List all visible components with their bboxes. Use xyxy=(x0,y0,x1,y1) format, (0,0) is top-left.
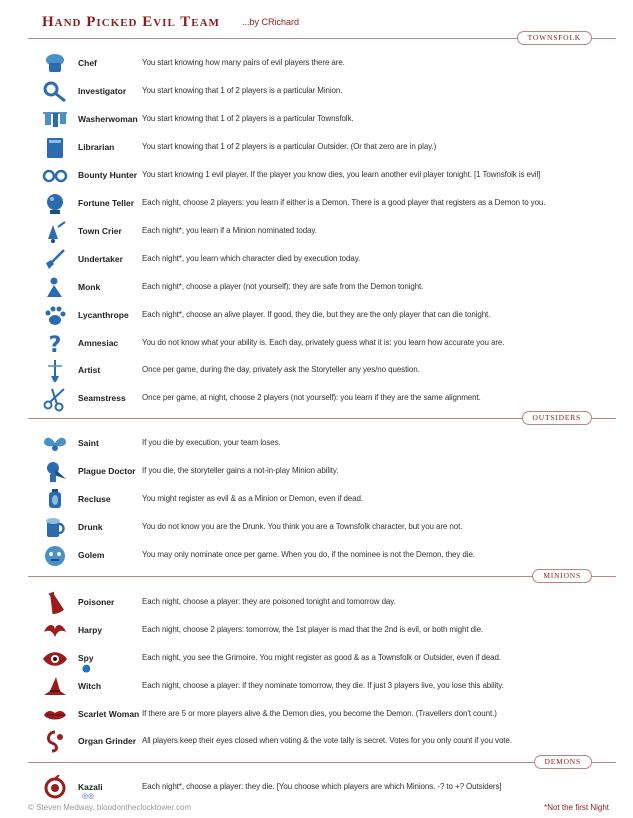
character-ability: Each night, choose a player: they are poisoned tonight and tomorrow day. xyxy=(142,597,396,606)
character-name: Town Crier xyxy=(78,226,122,236)
character-ability: Each night*, choose a player: they die. [You choose which players are which Minions. -? to +? Outsiders] xyxy=(142,782,502,791)
character-ability: Once per game, at night, choose 2 players (not yourself): you learn if they are the same alignment. xyxy=(142,393,481,402)
character-row xyxy=(42,648,602,673)
character-row xyxy=(42,517,602,539)
character-ability: You start knowing how many pairs of evil players there are. xyxy=(142,58,345,67)
character-name: Kazali xyxy=(78,782,103,792)
character-row xyxy=(42,109,602,131)
character-row xyxy=(42,731,602,753)
character-name: Undertaker xyxy=(78,254,123,264)
character-name: Chef xyxy=(78,58,97,68)
organ-icon xyxy=(42,729,68,755)
character-name: Washerwoman xyxy=(78,114,138,124)
character-name: Recluse xyxy=(78,494,111,504)
lantern-icon xyxy=(42,487,68,513)
character-ability: Each night*, you learn which character died by execution today. xyxy=(142,254,361,263)
section-townsfolk xyxy=(28,31,616,45)
character-row xyxy=(42,360,602,382)
plague-mask-icon xyxy=(42,459,68,485)
character-name: Poisoner xyxy=(78,597,115,607)
brush-icon xyxy=(42,358,68,384)
character-ability: Each night, choose 2 players: you learn if either is a Demon. There is a good player that registers as a Demon to you. xyxy=(142,198,546,207)
harpy-icon xyxy=(42,618,68,644)
character-row xyxy=(42,221,602,243)
first-night-note: *Not the first Night xyxy=(544,803,609,812)
character-ability: If you die, the storyteller gains a not-in-play Minion ability. xyxy=(142,466,339,475)
character-name: Organ Grinder xyxy=(78,736,137,746)
copyright-footer: © Steven Medway, bloodontheclocktower.com xyxy=(28,803,192,812)
laundry-icon xyxy=(42,107,68,133)
section-demons xyxy=(28,755,616,769)
magnifier-icon xyxy=(42,79,68,105)
character-name: Artist xyxy=(78,365,101,375)
section-label: TOWNSFOLK xyxy=(517,31,592,45)
character-row xyxy=(42,489,602,511)
golem-icon xyxy=(42,543,68,569)
character-row xyxy=(42,461,602,483)
eye-icon xyxy=(42,646,68,672)
character-ability: You may only nominate once per game. When you do, if the nominee is not the Demon, they die. xyxy=(142,550,475,559)
character-ability: Each night, choose a player: if they nominate tomorrow, they die. If just 3 players live, you lose this ability. xyxy=(142,681,504,690)
character-ability: If you die by execution, your team loses. xyxy=(142,438,281,447)
glasses-icon xyxy=(42,163,68,189)
character-ability: You start knowing that 1 of 2 players is a particular Minion. xyxy=(142,86,343,95)
character-name: Amnesiac xyxy=(78,338,119,348)
scissors-icon xyxy=(42,386,68,412)
character-row xyxy=(42,249,602,271)
character-ability: You might register as evil & as a Minion or Demon, even if dead. xyxy=(142,494,363,503)
character-name: Scarlet Woman xyxy=(78,709,140,719)
character-ability: Once per game, during the day, privately ask the Storyteller any yes/no question. xyxy=(142,365,420,374)
character-ability: Each night*, choose a player (not yourself): they are safe from the Demon tonight. xyxy=(142,282,424,291)
character-ability: Each night, choose 2 players: tomorrow, the 1st player is mad that the 2nd is evil, or both might die. xyxy=(142,625,484,634)
section-minions xyxy=(28,569,616,583)
character-row xyxy=(42,81,602,103)
wings-icon xyxy=(42,431,68,457)
character-row xyxy=(42,704,602,726)
character-row xyxy=(42,193,602,215)
character-name: Spy xyxy=(78,653,94,663)
character-name: Fortune Teller xyxy=(78,198,135,208)
character-name: Lycanthrope xyxy=(78,310,129,320)
script-author: ...by CRichard xyxy=(242,17,300,27)
character-ability: If there are 5 or more players alive & the Demon dies, you become the Demon. (Travellers don't count.) xyxy=(142,709,497,718)
svg-text:?: ? xyxy=(48,333,62,357)
section-outsiders xyxy=(28,411,616,425)
bell-icon xyxy=(42,219,68,245)
chef-hat-icon xyxy=(42,51,68,77)
character-row xyxy=(42,545,602,567)
witch-hat-icon xyxy=(42,674,68,700)
character-row xyxy=(42,592,602,614)
script-title: Hand Picked Evil Team xyxy=(42,14,220,30)
character-name: Witch xyxy=(78,681,102,691)
character-ability: Each night*, you learn if a Minion nominated today. xyxy=(142,226,317,235)
lips-icon xyxy=(42,702,68,728)
character-row xyxy=(42,165,602,187)
question-icon xyxy=(42,331,68,357)
glasses-jinx-icon: ◎◎ xyxy=(82,793,95,800)
good-jinx-icon: 🔵 xyxy=(82,666,91,673)
character-row xyxy=(42,777,602,799)
section-label: DEMONS xyxy=(534,755,592,769)
character-row xyxy=(42,305,602,327)
character-row xyxy=(42,277,602,299)
character-row xyxy=(42,433,602,455)
character-ability: You do not know what your ability is. Each day, privately guess what it is: you learn how accurate you are. xyxy=(142,338,505,347)
character-name: Monk xyxy=(78,282,101,292)
character-row xyxy=(42,388,602,410)
character-ability: You start knowing that 1 of 2 players is a particular Townsfolk. xyxy=(142,114,354,123)
character-name: Harpy xyxy=(78,625,103,635)
character-ability: All players keep their eyes closed when voting & the vote tally is secret. Votes for you only count if you vote. xyxy=(142,736,512,745)
character-name: Librarian xyxy=(78,142,115,152)
character-name: Saint xyxy=(78,438,99,448)
section-label: OUTSIDERS xyxy=(522,411,592,425)
character-row xyxy=(42,137,602,159)
character-row xyxy=(42,53,602,75)
character-name: Investigator xyxy=(78,86,127,96)
character-ability: Each night*, choose an alive player. If good, they die, but they are the only player that can die tonight. xyxy=(142,310,491,319)
character-name: Plague Doctor xyxy=(78,466,136,476)
paw-icon xyxy=(42,303,68,329)
book-icon xyxy=(42,135,68,161)
character-name: Golem xyxy=(78,550,105,560)
mug-icon xyxy=(42,515,68,541)
character-row xyxy=(42,333,602,355)
section-label: MINIONS xyxy=(532,569,592,583)
character-row xyxy=(42,620,602,642)
character-name: Seamstress xyxy=(78,393,126,403)
kazali-icon xyxy=(42,775,68,801)
character-name: Bounty Hunter xyxy=(78,170,138,180)
character-ability: You do not know you are the Drunk. You think you are a Townsfolk character, but you are not. xyxy=(142,522,463,531)
character-name: Drunk xyxy=(78,522,103,532)
character-row xyxy=(42,676,602,698)
monk-icon xyxy=(42,275,68,301)
character-ability: Each night, you see the Grimoire. You might register as good & as a Townsfolk or Outsider, even if dead. xyxy=(142,653,501,662)
character-ability: You start knowing 1 evil player. If the player you know dies, you learn another evil player tonight. [1 Townsfolk is evil] xyxy=(142,170,541,179)
shovel-icon xyxy=(42,247,68,273)
vial-icon xyxy=(42,590,68,616)
character-ability: You start knowing that 1 of 2 players is a particular Outsider. (Or that zero are in play.) xyxy=(142,142,437,151)
crystal-ball-icon xyxy=(42,191,68,217)
